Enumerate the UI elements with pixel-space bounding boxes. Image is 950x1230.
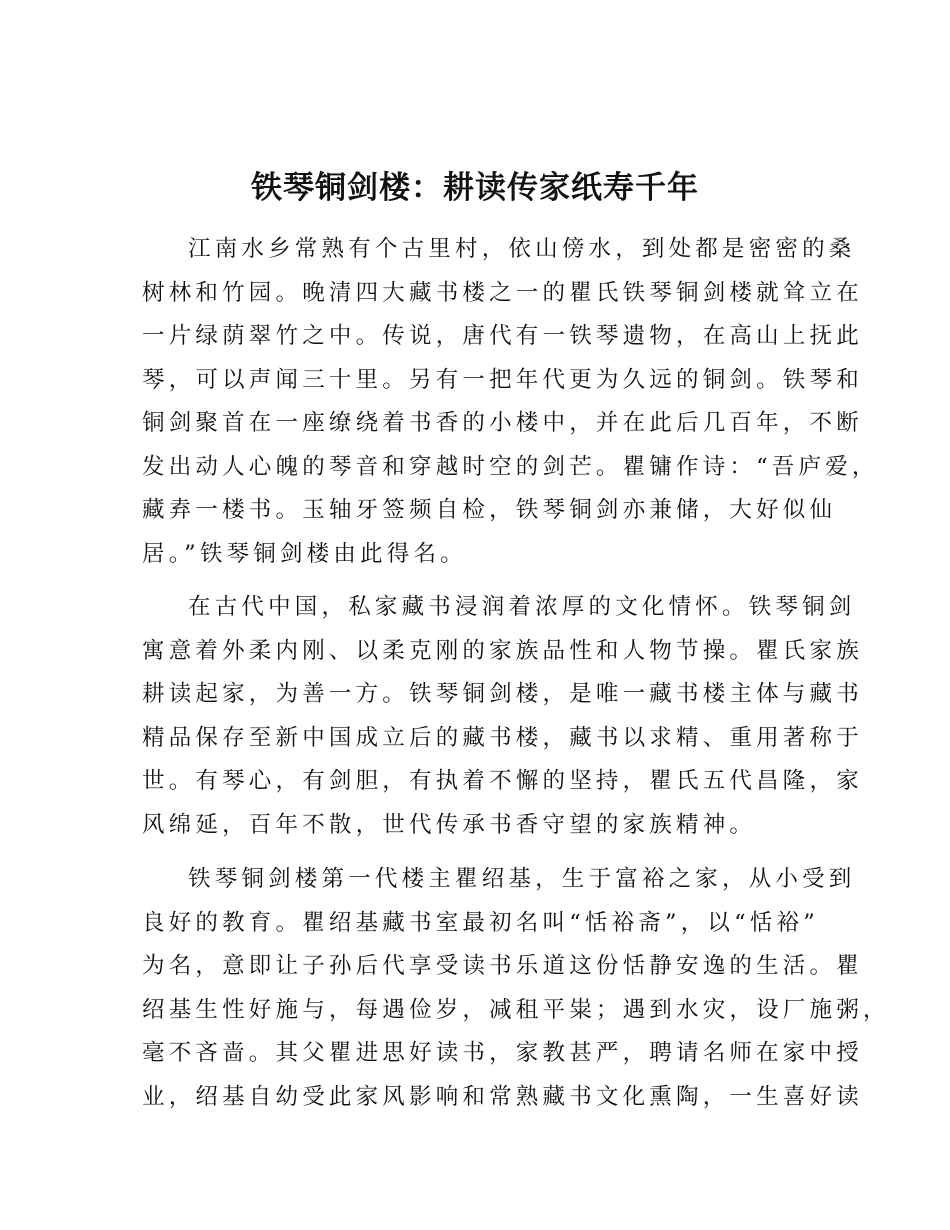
text-line: 江南水乡常熟有个古里村，依山傍水，到处都是密密的桑 xyxy=(188,236,856,262)
text-line: 藏弆一楼书。玉轴牙签频自检，铁琴铜剑亦兼储，大好似仙 xyxy=(142,497,837,523)
text-line: 一片绿荫翠竹之中。传说，唐代有一铁琴遗物，在高山上抚此 xyxy=(142,323,863,349)
text-line: 精品保存至新中国成立后的藏书楼，藏书以求精、重用著称于 xyxy=(142,724,863,751)
text-line: 寓意着外柔内刚、以柔克刚的家族品性和人物节操。瞿氏家族 xyxy=(142,637,863,664)
text-line: 铜剑聚首在一座缭绕着书香的小楼中，并在此后几百年，不断 xyxy=(142,410,863,436)
text-line: 良好的教育。瞿绍基藏书室最初名叫“恬裕斋”，以“恬裕” xyxy=(142,909,819,936)
text-line: 树林和竹园。晚清四大藏书楼之一的瞿氏铁琴铜剑楼就耸立在 xyxy=(142,279,863,306)
text-line: 居。”铁琴铜剑楼由此得名。 xyxy=(142,540,467,567)
text-line: 为名，意即让子孙后代享受读书乐道这份恬静安逸的生活。瞿 xyxy=(142,953,863,979)
paragraph-3 xyxy=(142,858,890,1119)
text-line: 琴，可以声闻三十里。另有一把年代更为久远的铜剑。铁琴和 xyxy=(142,366,863,393)
text-line: 耕读起家，为善一方。铁琴铜剑楼，是唯一藏书楼主体与藏书 xyxy=(142,681,863,707)
text-line: 风绵延，百年不散，世代传承书香守望的家族精神。 xyxy=(142,811,757,838)
text-line: 业，绍基自幼受此家风影响和常熟藏书文化熏陶，一生喜好读 xyxy=(142,1083,863,1110)
paragraph-2 xyxy=(142,586,863,847)
text-line: 铁琴铜剑楼第一代楼主瞿绍基，生于富裕之家，从小受到 xyxy=(188,866,856,892)
text-line: 绍基生性好施与，每遇俭岁，减租平粜；遇到水灾，设厂施粥， xyxy=(142,996,890,1023)
article-title: 铁琴铜剑楼：耕读传家纸寿千年 xyxy=(251,170,699,206)
paragraph-1 xyxy=(142,228,879,576)
text-line: 在古代中国，私家藏书浸润着浓厚的文化情怀。铁琴铜剑 xyxy=(188,594,856,620)
text-line: 世。有琴心，有剑胆，有执着不懈的坚持，瞿氏五代昌隆，家 xyxy=(142,768,863,794)
text-line: 毫不吝啬。其父瞿进思好读书，家教甚严，聘请名师在家中授 xyxy=(142,1040,863,1066)
text-line: 发出动人心魄的琴音和穿越时空的剑芒。瞿镛作诗：“吾庐爱， xyxy=(142,453,879,480)
